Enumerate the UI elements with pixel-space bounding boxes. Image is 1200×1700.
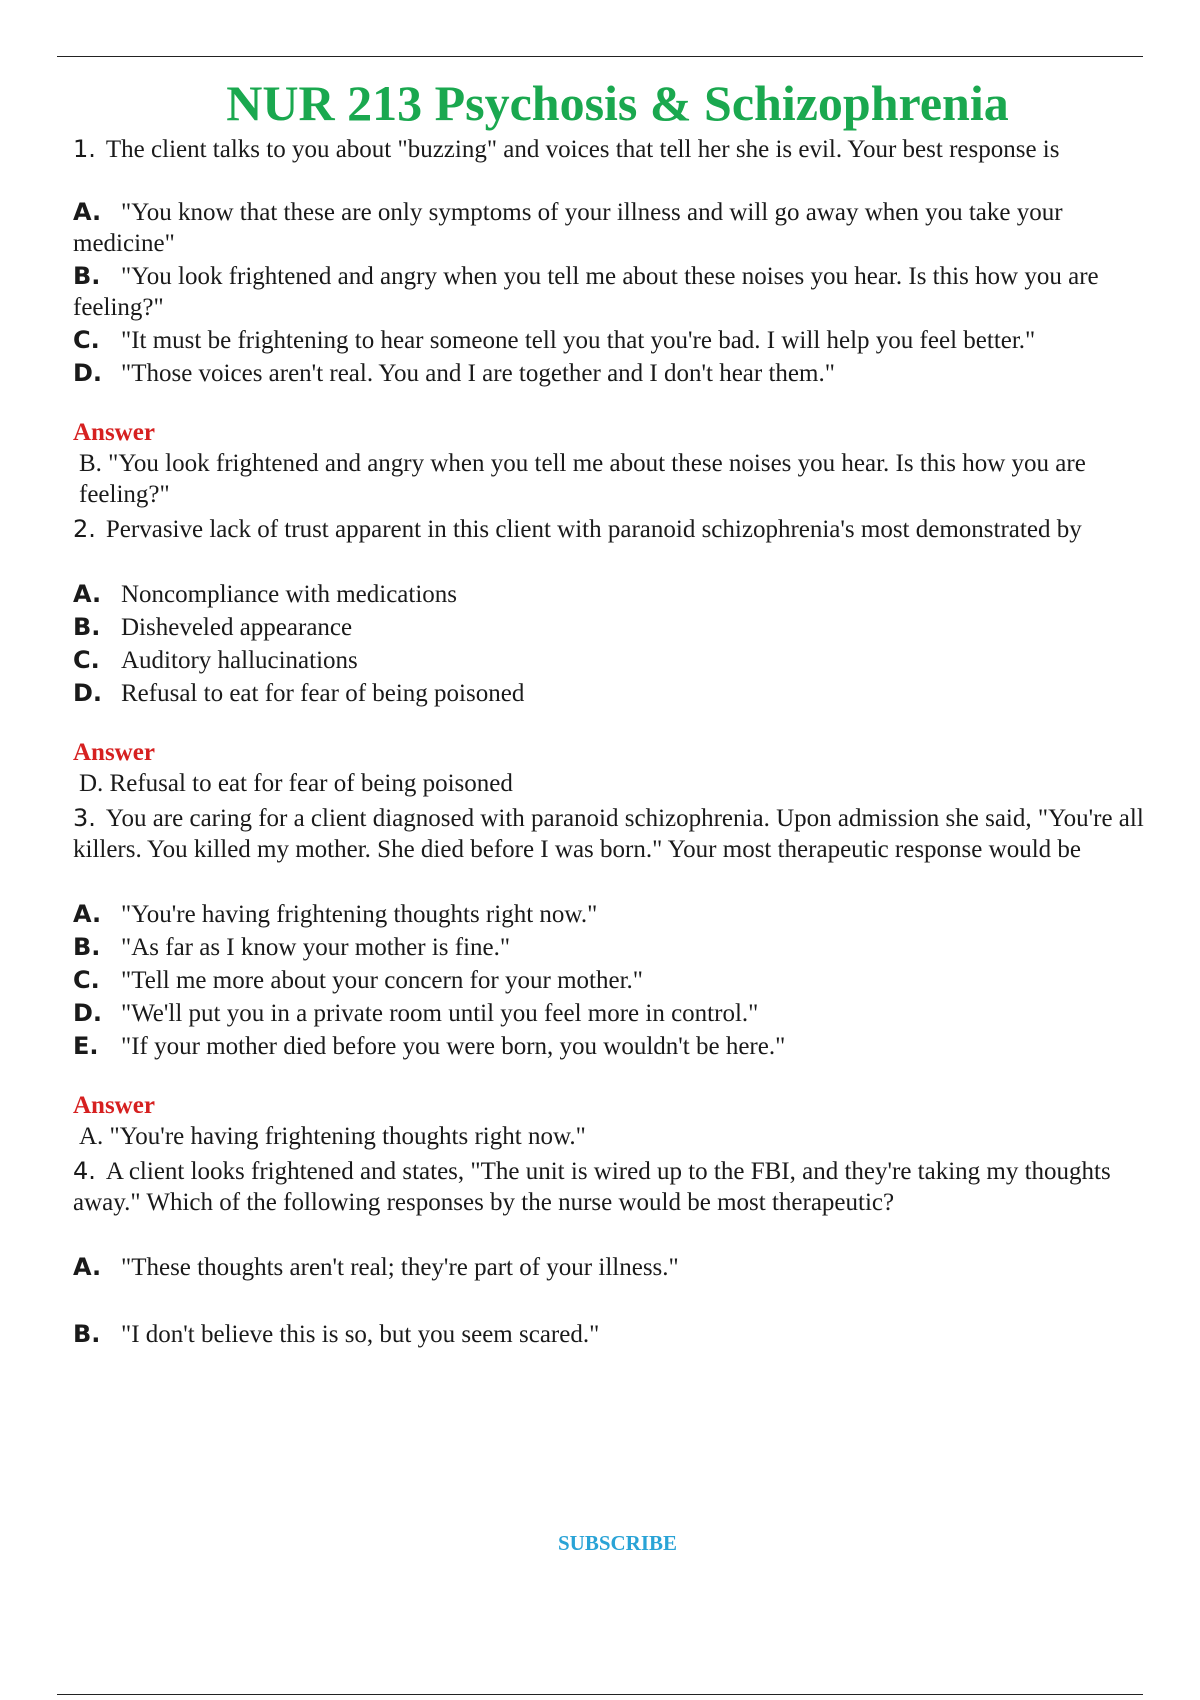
question-1-options [73,197,1153,389]
answer-text: D. Refusal to eat for fear of being poisoned [79,770,513,797]
question-text: Pervasive lack of trust apparent in this client with paranoid schizophrenia's most demonstrated by [105,516,1082,543]
option-text: "If your mother died before you were born, you wouldn't be here." [121,1033,786,1060]
option-text: "These thoughts aren't real; they're part of your illness." [121,1254,679,1281]
option-text: "Tell me more about your concern for your mother." [121,967,643,994]
answer-label: Answer [73,739,155,766]
option-a[interactable] [73,1252,1153,1283]
top-rule [57,56,1143,57]
answer-1 [73,417,1153,510]
option-text: "You know that these are only symptoms of your illness and will go away when you take your medicine" [73,199,1063,257]
option-text: "As far as I know your mother is fine." [121,934,511,961]
answer-2 [73,737,1153,799]
question-text: The client talks to you about "buzzing" and voices that tell her she is evil. Your best response is [105,136,1060,163]
answer-3 [73,1090,1153,1152]
option-c[interactable] [73,325,1153,356]
question-3-options [73,899,1153,1062]
option-b[interactable] [73,1319,1153,1350]
answer-label: Answer [73,419,155,446]
option-letter: E. [73,1032,99,1060]
option-a[interactable] [73,197,1153,259]
answer-label: Answer [73,1092,155,1119]
option-d[interactable] [73,358,1153,389]
option-text: Auditory hallucinations [121,647,358,674]
option-letter: D. [73,999,103,1027]
option-letter: B. [73,613,101,641]
option-letter: A. [73,580,102,608]
question-number: 4. [73,1157,96,1185]
option-letter: B. [73,933,101,961]
option-text: "You look frightened and angry when you tell me about these noises you hear. Is this how you are feeling?" [73,263,1099,321]
question-2 [73,514,1153,545]
option-text: Disheveled appearance [121,614,353,641]
option-letter: D. [73,359,103,387]
question-3 [73,803,1153,865]
question-1 [73,134,1153,165]
option-e[interactable] [73,1031,1153,1062]
option-b[interactable] [73,932,1153,963]
answer-text: A. "You're having frightening thoughts right now." [79,1123,586,1150]
option-letter: B. [73,262,101,290]
option-text: "You're having frightening thoughts right now." [121,901,598,928]
option-letter: A. [73,1253,102,1281]
option-d[interactable] [73,678,1153,709]
page-title: NUR 213 Psychosis & Schizophrenia [226,75,1009,131]
question-number: 2. [73,515,96,543]
quiz-content [73,134,1153,1352]
option-b[interactable] [73,261,1153,323]
option-a[interactable] [73,579,1153,610]
question-2-options [73,579,1153,709]
option-letter: C. [73,646,100,674]
bottom-rule [57,1694,1143,1695]
answer-text: B. "You look frightened and angry when you tell me about these noises you hear. Is this how you are feeling?" [79,450,1086,508]
option-letter: C. [73,326,100,354]
option-text: "Those voices aren't real. You and I are together and I don't hear them." [121,360,835,387]
option-text: "I don't believe this is so, but you seem scared." [121,1321,600,1348]
option-letter: A. [73,198,102,226]
option-letter: B. [73,1320,101,1348]
question-text: You are caring for a client diagnosed with paranoid schizophrenia. Upon admission she said, "You're all killers. You killed my mother. She died before I was born." Your most therapeutic response would be [73,805,1144,863]
subscribe-link[interactable]: SUBSCRIBE [557,1531,678,1555]
option-letter: A. [73,900,102,928]
question-4 [73,1156,1153,1218]
option-a[interactable] [73,899,1153,930]
option-d[interactable] [73,998,1153,1029]
option-text: Refusal to eat for fear of being poisoned [121,680,525,707]
question-number: 1. [73,135,96,163]
option-letter: C. [73,966,100,994]
option-c[interactable] [73,965,1153,996]
option-text: Noncompliance with medications [121,581,458,608]
question-text: A client looks frightened and states, "The unit is wired up to the FBI, and they're taking my thoughts away." Which of the following responses by the nurse would be most therapeutic? [73,1158,1111,1216]
option-text: "It must be frightening to hear someone tell you that you're bad. I will help you feel better." [121,327,1036,354]
option-text: "We'll put you in a private room until you feel more in control." [121,1000,759,1027]
question-4-options [73,1252,1153,1350]
option-letter: D. [73,679,103,707]
question-number: 3. [73,804,96,832]
option-c[interactable] [73,645,1153,676]
option-b[interactable] [73,612,1153,643]
